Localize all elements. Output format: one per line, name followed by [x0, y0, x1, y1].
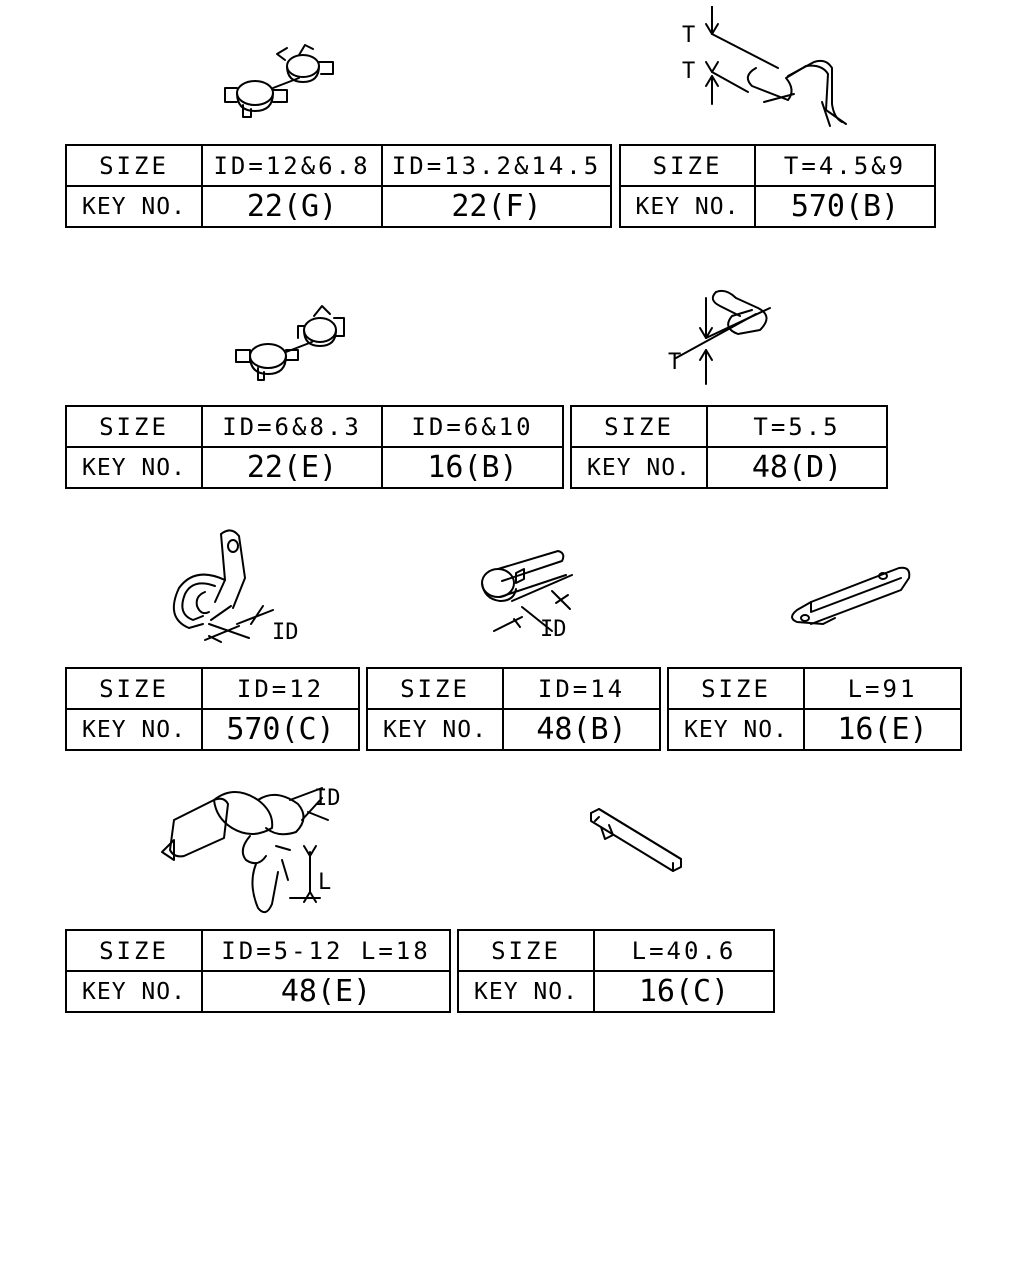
double-clamp-illustration	[228, 300, 358, 385]
key-value: 22(E)	[202, 447, 382, 488]
size-row	[66, 930, 450, 971]
size-label: SIZE	[668, 668, 804, 709]
strip-clip-illustration	[585, 805, 690, 875]
key-value: 16(C)	[594, 971, 774, 1012]
key-value: 48(E)	[202, 971, 450, 1012]
size-value: ID=6&8.3	[202, 406, 382, 447]
key-row	[66, 971, 450, 1012]
key-no-label: KEY NO.	[620, 186, 755, 227]
key-row	[66, 186, 611, 227]
size-value: ID=12&6.8	[202, 145, 382, 186]
flat-strap-illustration	[785, 558, 915, 638]
t-dimension-label: T	[682, 23, 696, 48]
size-label: SIZE	[571, 406, 707, 447]
t-dimension-label: T	[668, 350, 682, 375]
key-no-label: KEY NO.	[66, 709, 202, 750]
key-no-label: KEY NO.	[66, 186, 202, 227]
size-row	[620, 145, 935, 186]
size-value: T=4.5&9	[755, 145, 935, 186]
size-row	[66, 406, 563, 447]
key-no-label: KEY NO.	[66, 447, 202, 488]
size-row	[458, 930, 774, 971]
key-row	[571, 447, 887, 488]
key-row	[367, 709, 660, 750]
size-value: L=91	[804, 668, 961, 709]
size-row	[66, 668, 359, 709]
spec-table-8	[65, 929, 451, 1013]
size-label: SIZE	[458, 930, 594, 971]
size-label: SIZE	[66, 668, 202, 709]
size-value: ID=5-12 L=18	[202, 930, 450, 971]
size-label: SIZE	[66, 145, 202, 186]
t-clip-illustration	[672, 6, 862, 131]
key-value: 22(G)	[202, 186, 382, 227]
p-clamp-illustration	[165, 528, 315, 653]
size-row	[367, 668, 660, 709]
key-no-label: KEY NO.	[571, 447, 707, 488]
size-value: ID=12	[202, 668, 359, 709]
size-row	[571, 406, 887, 447]
key-value: 16(E)	[804, 709, 961, 750]
spec-table-3	[65, 405, 564, 489]
size-label: SIZE	[620, 145, 755, 186]
double-clamp-illustration	[215, 38, 345, 123]
key-value: 570(C)	[202, 709, 359, 750]
size-value: ID=13.2&14.5	[382, 145, 611, 186]
key-value: 22(F)	[382, 186, 611, 227]
loop-clamp-illustration	[472, 545, 582, 645]
key-row	[668, 709, 961, 750]
size-value: ID=6&10	[382, 406, 563, 447]
key-value: 48(B)	[503, 709, 660, 750]
spec-table-5	[65, 667, 360, 751]
size-row	[668, 668, 961, 709]
key-row	[66, 447, 563, 488]
spec-table-4	[570, 405, 888, 489]
size-label: SIZE	[66, 930, 202, 971]
key-value: 48(D)	[707, 447, 887, 488]
key-no-label: KEY NO.	[66, 971, 202, 1012]
spec-table-6	[366, 667, 661, 751]
size-value: ID=14	[503, 668, 660, 709]
key-row	[458, 971, 774, 1012]
size-row	[66, 145, 611, 186]
spec-table-9	[457, 929, 775, 1013]
key-value: 16(B)	[382, 447, 563, 488]
t-clip-illustration	[666, 288, 786, 388]
id-dimension-label: ID	[272, 620, 299, 645]
key-value: 570(B)	[755, 186, 935, 227]
l-dimension-label: L	[318, 870, 332, 895]
key-no-label: KEY NO.	[458, 971, 594, 1012]
spec-table-2	[619, 144, 936, 228]
spec-table-1	[65, 144, 612, 228]
t-dimension-label: T	[682, 59, 696, 84]
key-no-label: KEY NO.	[668, 709, 804, 750]
spec-table-7	[667, 667, 962, 751]
stud-clamp-illustration	[160, 780, 340, 918]
key-row	[620, 186, 935, 227]
size-value: L=40.6	[594, 930, 774, 971]
key-row	[66, 709, 359, 750]
id-dimension-label: ID	[314, 786, 341, 811]
id-dimension-label: ID	[540, 617, 567, 642]
key-no-label: KEY NO.	[367, 709, 503, 750]
size-value: T=5.5	[707, 406, 887, 447]
size-label: SIZE	[66, 406, 202, 447]
size-label: SIZE	[367, 668, 503, 709]
